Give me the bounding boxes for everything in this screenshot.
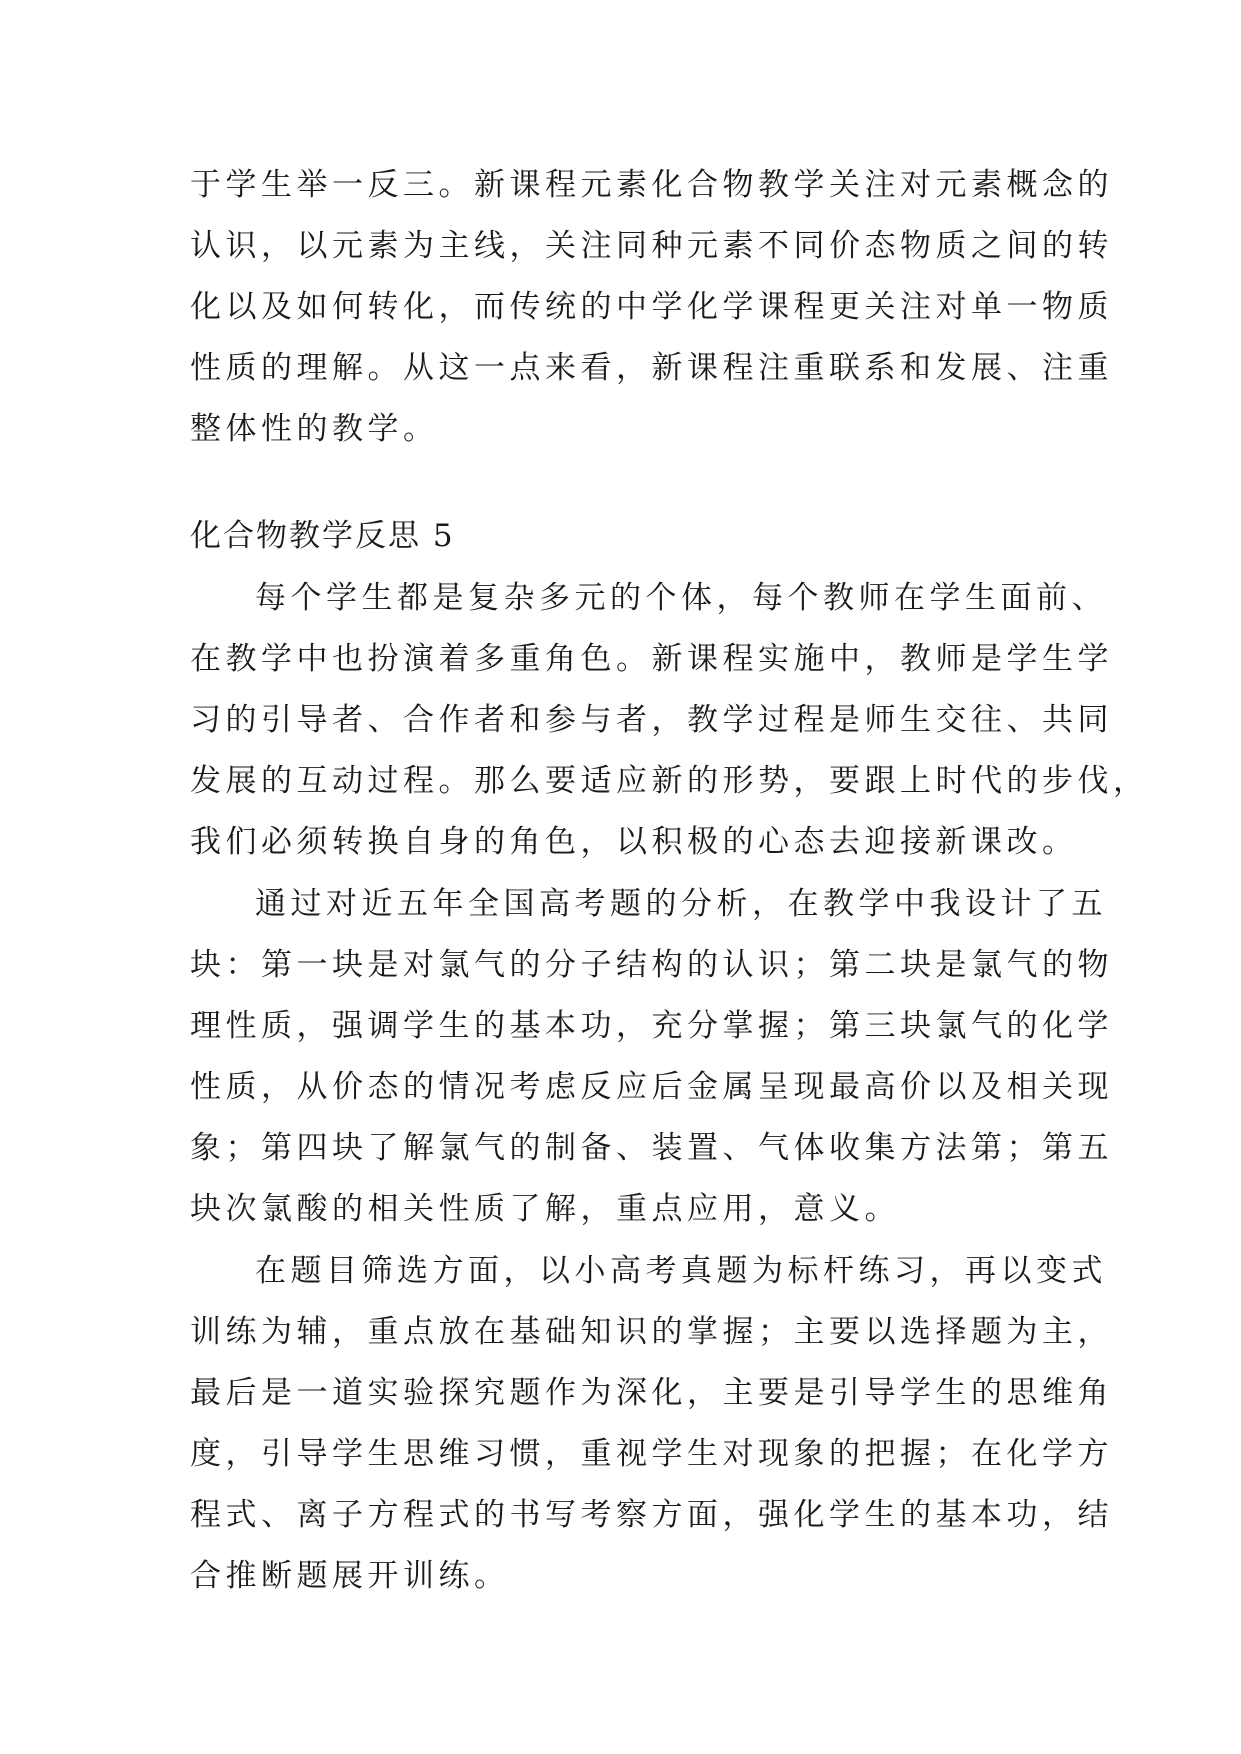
paragraph1-line-2: 在教学中也扮演着多重角色。新课程实施中，教师是学生学 <box>190 641 1113 677</box>
paragraph3-line-3: 最后是一道实验探究题作为深化，主要是引导学生的思维角 <box>190 1375 1113 1411</box>
continuation-line-4: 性质的理解。从这一点来看，新课程注重联系和发展、注重 <box>190 350 1113 386</box>
continuation-line-5: 整体性的教学。 <box>190 411 439 447</box>
section-heading: 化合物教学反思 5 <box>190 518 455 554</box>
paragraph1-line-5: 我们必须转换自身的角色，以积极的心态去迎接新课改。 <box>190 824 1078 860</box>
paragraph2-line-6: 块次氯酸的相关性质了解，重点应用，意义。 <box>190 1191 900 1227</box>
paragraph2-line-1: 通过对近五年全国高考题的分析，在教学中我设计了五 <box>255 886 1107 922</box>
paragraph3-line-4: 度，引导学生思维习惯，重视学生对现象的把握；在化学方 <box>190 1436 1113 1472</box>
paragraph2-line-4: 性质，从价态的情况考虑反应后金属呈现最高价以及相关现 <box>190 1069 1113 1105</box>
paragraph3-line-1: 在题目筛选方面，以小高考真题为标杆练习，再以变式 <box>255 1253 1107 1289</box>
continuation-line-2: 认识，以元素为主线，关注同种元素不同价态物质之间的转 <box>190 228 1113 264</box>
paragraph3-line-2: 训练为辅，重点放在基础知识的掌握；主要以选择题为主， <box>190 1314 1113 1350</box>
paragraph1-line-3: 习的引导者、合作者和参与者，教学过程是师生交往、共同 <box>190 702 1113 738</box>
continuation-line-1: 于学生举一反三。新课程元素化合物教学关注对元素概念的 <box>190 167 1113 203</box>
paragraph2-line-5: 象；第四块了解氯气的制备、装置、气体收集方法第；第五 <box>190 1130 1113 1166</box>
paragraph1-line-1: 每个学生都是复杂多元的个体，每个教师在学生面前、 <box>255 580 1107 616</box>
paragraph3-line-6: 合推断题展开训练。 <box>190 1558 510 1594</box>
paragraph3-line-5: 程式、离子方程式的书写考察方面，强化学生的基本功，结 <box>190 1497 1113 1533</box>
paragraph2-line-3: 理性质，强调学生的基本功，充分掌握；第三块氯气的化学 <box>190 1008 1113 1044</box>
continuation-line-3: 化以及如何转化，而传统的中学化学课程更关注对单一物质 <box>190 289 1113 325</box>
paragraph1-line-4: 发展的互动过程。那么要适应新的形势，要跟上时代的步伐， <box>190 763 1149 799</box>
paragraph2-line-2: 块：第一块是对氯气的分子结构的认识；第二块是氯气的物 <box>190 947 1113 983</box>
